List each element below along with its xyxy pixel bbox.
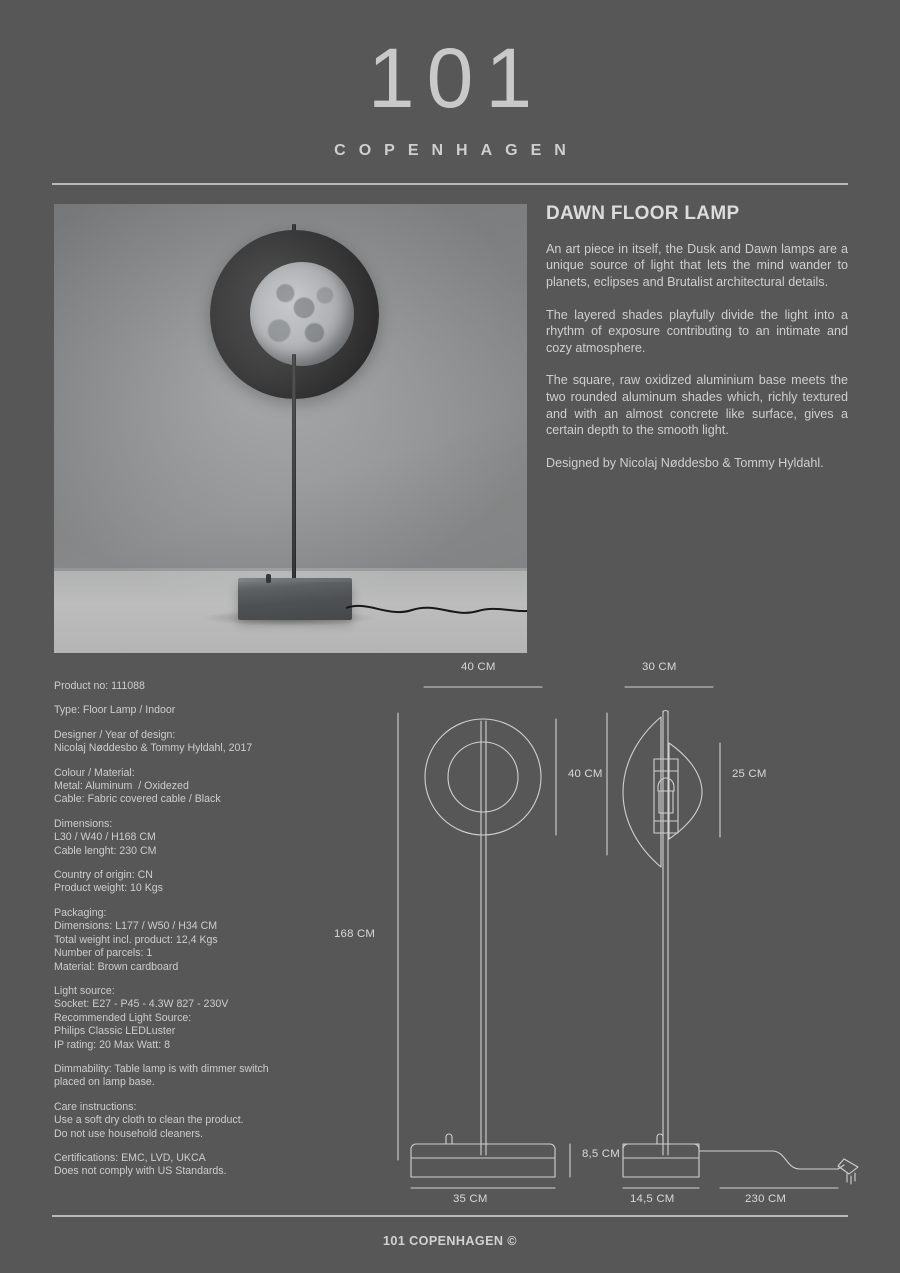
plug-icon xyxy=(838,1159,858,1184)
side-base-outline xyxy=(623,1144,699,1177)
description-paragraph-3: The square, raw oxidized aluminium base meets the two rounded aluminum shades which, richly textured and with an almost concrete like surface, gives a certain depth to the smooth light. xyxy=(546,373,848,438)
spec-line: Socket: E27 - P45 - 4.3W 827 - 230V xyxy=(54,998,229,1011)
spec-line: Does not comply with US Standards. xyxy=(54,1165,227,1178)
dim-label-front-shade-height: 40 CM xyxy=(568,768,603,780)
spec-line: Designer / Year of design: xyxy=(54,728,176,741)
spec-line: Use a soft dry cloth to clean the product. xyxy=(54,1114,244,1127)
description-paragraph-1: An art piece in itself, the Dusk and Dawn lamps are a unique source of light that lets the mind wander to planets, eclipses and Brutalist architectural details. xyxy=(546,241,848,290)
dim-label-side-width: 30 CM xyxy=(642,661,677,673)
spec-line: Dimmability: Table lamp is with dimmer switch xyxy=(54,1062,269,1075)
spec-line: Country of origin: CN xyxy=(54,869,153,882)
spec-block-dimmability xyxy=(54,1063,354,1090)
side-left-shade-profile xyxy=(623,717,661,867)
spec-line: Metal: Aluminum / Oxidezed xyxy=(54,780,189,793)
spec-block-designer xyxy=(54,729,354,756)
product-description xyxy=(546,204,848,471)
spec-line: Dimensions: L177 / W50 / H34 CM xyxy=(54,920,218,933)
side-base-dimmer-knob xyxy=(657,1134,663,1144)
spec-line: Packaging: xyxy=(54,906,107,919)
spec-line: Do not use household cleaners. xyxy=(54,1127,204,1140)
page-header xyxy=(0,0,900,183)
divider-bottom xyxy=(52,1215,848,1217)
spec-block-certifications xyxy=(54,1152,354,1179)
spec-line: Product weight: 10 Kgs xyxy=(54,882,163,895)
front-outer-shade-circle xyxy=(425,719,541,835)
spec-line: placed on lamp base. xyxy=(54,1076,155,1089)
dim-label-base-depth-side: 14,5 CM xyxy=(630,1193,675,1205)
page-footer: 101 COPENHAGEN © xyxy=(383,1234,517,1248)
spec-line: Colour / Material: xyxy=(54,766,135,779)
side-power-cable xyxy=(699,1151,838,1169)
description-paragraph-2: The layered shades playfully divide the light into a rhythm of exposure contributing to an intimate and cozy atmosphere. xyxy=(546,307,848,355)
spec-block-dimensions xyxy=(54,818,354,858)
spec-line: Recommended Light Source: xyxy=(54,1011,192,1024)
side-bulb-glyph xyxy=(658,778,674,791)
spec-line: IP rating: 20 Max Watt: 8 xyxy=(54,1038,170,1051)
front-inner-shade-circle xyxy=(448,742,518,812)
spec-line: L30 / W40 / H168 CM xyxy=(54,831,156,844)
spec-line: Material: Brown cardboard xyxy=(54,960,179,973)
side-socket-housing xyxy=(654,759,678,833)
spec-block-care xyxy=(54,1101,354,1141)
specification-list xyxy=(54,680,354,1179)
spec-line: Nicolaj Nøddesbo & Tommy Hyldahl, 2017 xyxy=(54,742,253,755)
spec-line: Product no: 111088 xyxy=(54,680,145,692)
spec-line: Certifications: EMC, LVD, UKCA xyxy=(54,1151,206,1164)
technical-drawing-svg xyxy=(320,655,860,1215)
brand-logo: 101 xyxy=(367,31,545,125)
dim-label-front-width: 40 CM xyxy=(461,661,496,673)
spec-line: Cable lenght: 230 CM xyxy=(54,844,157,857)
spec-line: Care instructions: xyxy=(54,1100,137,1113)
technical-drawings xyxy=(320,655,860,1215)
dim-label-base-height: 8,5 CM xyxy=(582,1148,620,1160)
dim-label-total-height: 168 CM xyxy=(334,928,376,940)
spec-block-light-source xyxy=(54,985,354,1052)
spec-line: Philips Classic LEDLuster xyxy=(54,1025,176,1038)
side-rod-cap xyxy=(663,711,668,714)
spec-line: Type: Floor Lamp / Indoor xyxy=(54,704,176,717)
spec-line: Number of parcels: 1 xyxy=(54,947,153,960)
front-base-outline xyxy=(411,1144,555,1177)
divider-top xyxy=(52,183,848,185)
dim-label-cable-length: 230 CM xyxy=(745,1193,787,1205)
spec-line: Cable: Fabric covered cable / Black xyxy=(54,793,221,806)
spec-line: Total weight incl. product: 12,4 Kgs xyxy=(54,933,218,946)
side-base-top-round xyxy=(623,1144,699,1149)
front-base-dimmer-knob xyxy=(446,1134,452,1144)
spec-block-type xyxy=(54,704,354,717)
photo-vignette xyxy=(54,204,527,653)
spec-block-product-no xyxy=(54,680,354,693)
dim-label-base-width-front: 35 CM xyxy=(453,1193,488,1205)
brand-logo-subtitle: COPENHAGEN xyxy=(334,142,579,159)
product-photo xyxy=(54,204,527,653)
dim-label-side-shade-height: 25 CM xyxy=(732,768,767,780)
spec-line: Dimensions: xyxy=(54,817,113,830)
spec-line: Light source: xyxy=(54,984,115,997)
spec-block-origin-weight xyxy=(54,869,354,896)
spec-block-colour-material xyxy=(54,767,354,807)
description-designer-credit: Designed by Nicolaj Nøddesbo & Tommy Hyldahl. xyxy=(546,455,824,470)
spec-block-packaging xyxy=(54,907,354,974)
page-title: DAWN FLOOR LAMP xyxy=(546,203,740,224)
